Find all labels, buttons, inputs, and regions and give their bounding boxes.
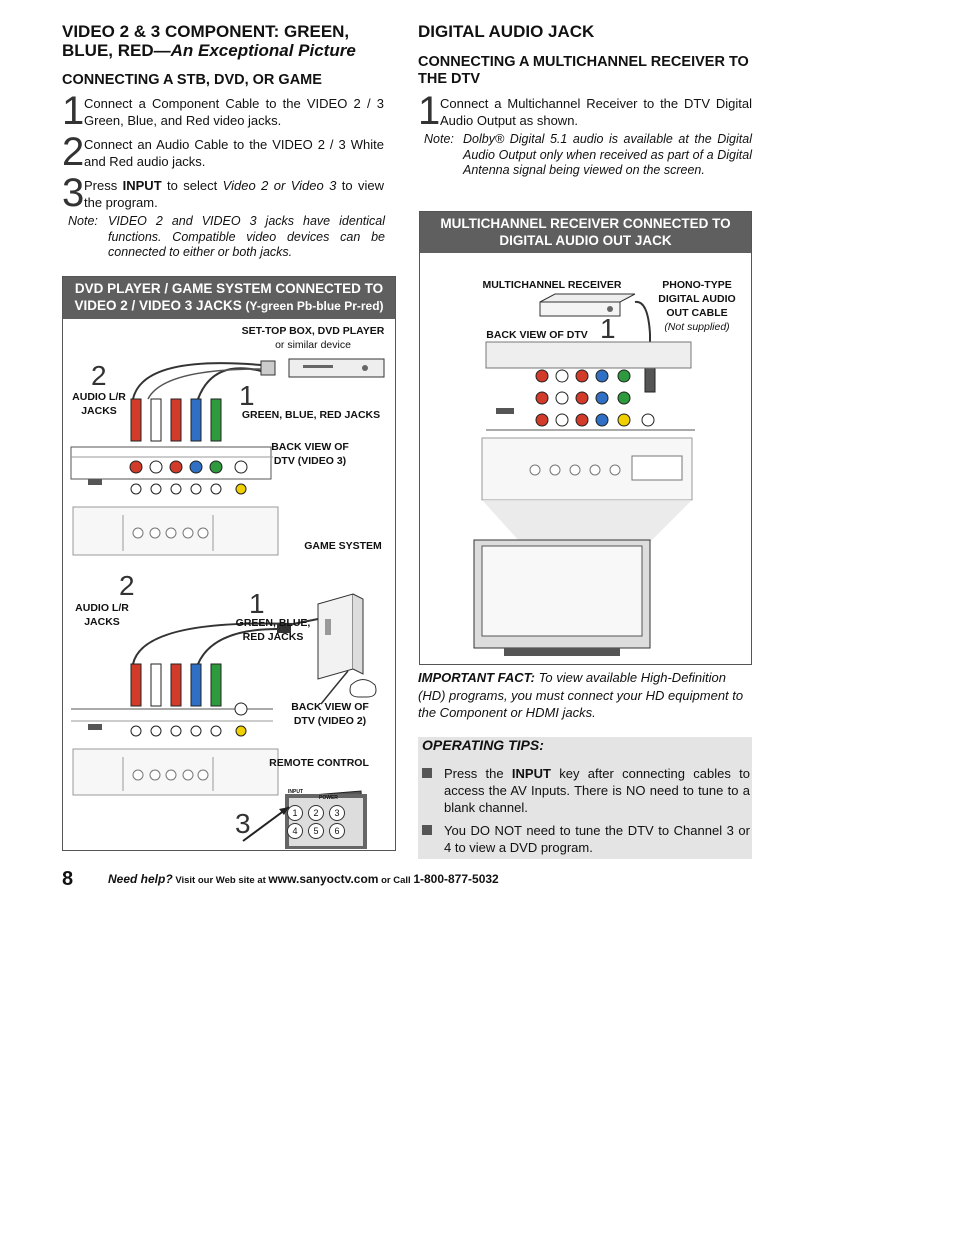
remote-keypad <box>287 805 347 839</box>
section-title-video23: VIDEO 2 & 3 COMPONENT: GREEN, BLUE, RED—An Exceptional Picture <box>62 22 356 60</box>
label-stb-dvd: SET-TOP BOX, DVD PLAYER or similar device <box>241 325 385 351</box>
figure-header-right: MULTICHANNEL RECEIVER CONNECTED TO DIGITAL AUDIO OUT JACK <box>420 212 751 253</box>
label-audio-lr-1: AUDIO L/R JACKS <box>72 391 126 417</box>
remote-key-6: 6 <box>329 823 345 839</box>
callout-1a: 1 <box>239 380 255 411</box>
label-multichannel-receiver: MULTICHANNEL RECEIVER <box>482 279 622 291</box>
label-audio-lr-2: AUDIO L/R JACKS <box>75 602 129 628</box>
label-back-view-video2: BACK VIEW OF DTV (VIDEO 2) <box>291 701 369 727</box>
game-system-icon <box>318 594 376 704</box>
label-gbr-jacks-1: GREEN, BLUE, RED JACKS <box>241 409 381 421</box>
callout-2b: 2 <box>119 570 135 601</box>
section-title-digital-audio: DIGITAL AUDIO JACK <box>418 22 595 41</box>
operating-tips-title: OPERATING TIPS: <box>422 737 544 753</box>
remote-power-key: POWER <box>319 795 338 801</box>
set-top-box-icon <box>261 359 384 377</box>
callout-3: 3 <box>235 808 251 839</box>
figure-receiver-connection <box>419 211 752 665</box>
remote-key-3: 3 <box>329 805 345 821</box>
remote-key-2: 2 <box>308 805 324 821</box>
receiver-icon <box>540 294 635 316</box>
remote-key-1: 1 <box>287 805 303 821</box>
dtv-back-panel-video3 <box>71 447 278 555</box>
callout-1b: 1 <box>249 588 265 619</box>
tip-2: You DO NOT need to tune the DTV to Channel 3 or 4 to view a DVD program. <box>422 822 750 858</box>
important-fact: IMPORTANT FACT: To view available High-Definition (HD) programs, you must connect your HD equipment to the Component or HDMI jacks. <box>418 670 744 720</box>
help-line: Need help? Visit our Web site at www.sanyoctv.com or Call 1-800-877-5032 <box>108 872 499 886</box>
label-back-view-video3: BACK VIEW OF DTV (VIDEO 3) <box>271 441 349 467</box>
subheading-connect-stb: CONNECTING A STB, DVD, OR GAME <box>62 72 322 88</box>
subheading-connect-receiver: CONNECTING A MULTICHANNEL RECEIVER TO THE DTV <box>418 54 749 87</box>
page-number: 8 <box>62 868 74 890</box>
label-remote-control: REMOTE CONTROL <box>269 757 369 769</box>
figure-dvd-game-connection <box>62 276 396 851</box>
label-gbr-jacks-2: GREEN, BLUE, RED JACKS <box>235 617 311 643</box>
label-phono-cable: PHONO-TYPE DIGITAL AUDIO OUT CABLE (Not supplied) <box>658 279 736 333</box>
label-game-system: GAME SYSTEM <box>304 540 382 552</box>
remote-key-5: 5 <box>308 823 324 839</box>
note-left: Note: VIDEO 2 and VIDEO 3 jacks have identical functions. Compatible video devices can be connected to either or both jacks. <box>68 214 385 259</box>
operating-tips-box <box>418 737 752 859</box>
note-right: Note: Dolby® Digital 5.1 audio is available at the Digital Audio Output only when received as part of a Digital Antenna signal being viewed on the screen. <box>424 132 752 177</box>
tip-1: Press the INPUT key after connecting cables to access the AV Inputs. There is NO need to tune to a blank channel. <box>422 765 750 817</box>
dtv-front-icon <box>474 540 650 656</box>
label-back-view-dtv: BACK VIEW OF DTV <box>486 329 588 341</box>
callout-2a: 2 <box>91 360 107 391</box>
callout-1-right: 1 <box>600 313 616 344</box>
remote-key-4: 4 <box>287 823 303 839</box>
dtv-back-panel-right <box>482 342 695 500</box>
figure-header-left: DVD PLAYER / GAME SYSTEM CONNECTED TO VIDEO 2 / VIDEO 3 JACKS (Y-green Pb-blue Pr-red) <box>63 277 395 319</box>
plugs-video2 <box>131 664 221 706</box>
phone-number: 1-800-877-5032 <box>413 872 499 886</box>
plugs-video3 <box>131 399 221 441</box>
bullet-square-icon <box>422 768 432 778</box>
remote-input-key: INPUT <box>288 789 303 795</box>
website-link[interactable]: www.sanyoctv.com <box>268 872 379 886</box>
bullet-square-icon <box>422 825 432 835</box>
dtv-back-panel-video2 <box>71 703 278 795</box>
